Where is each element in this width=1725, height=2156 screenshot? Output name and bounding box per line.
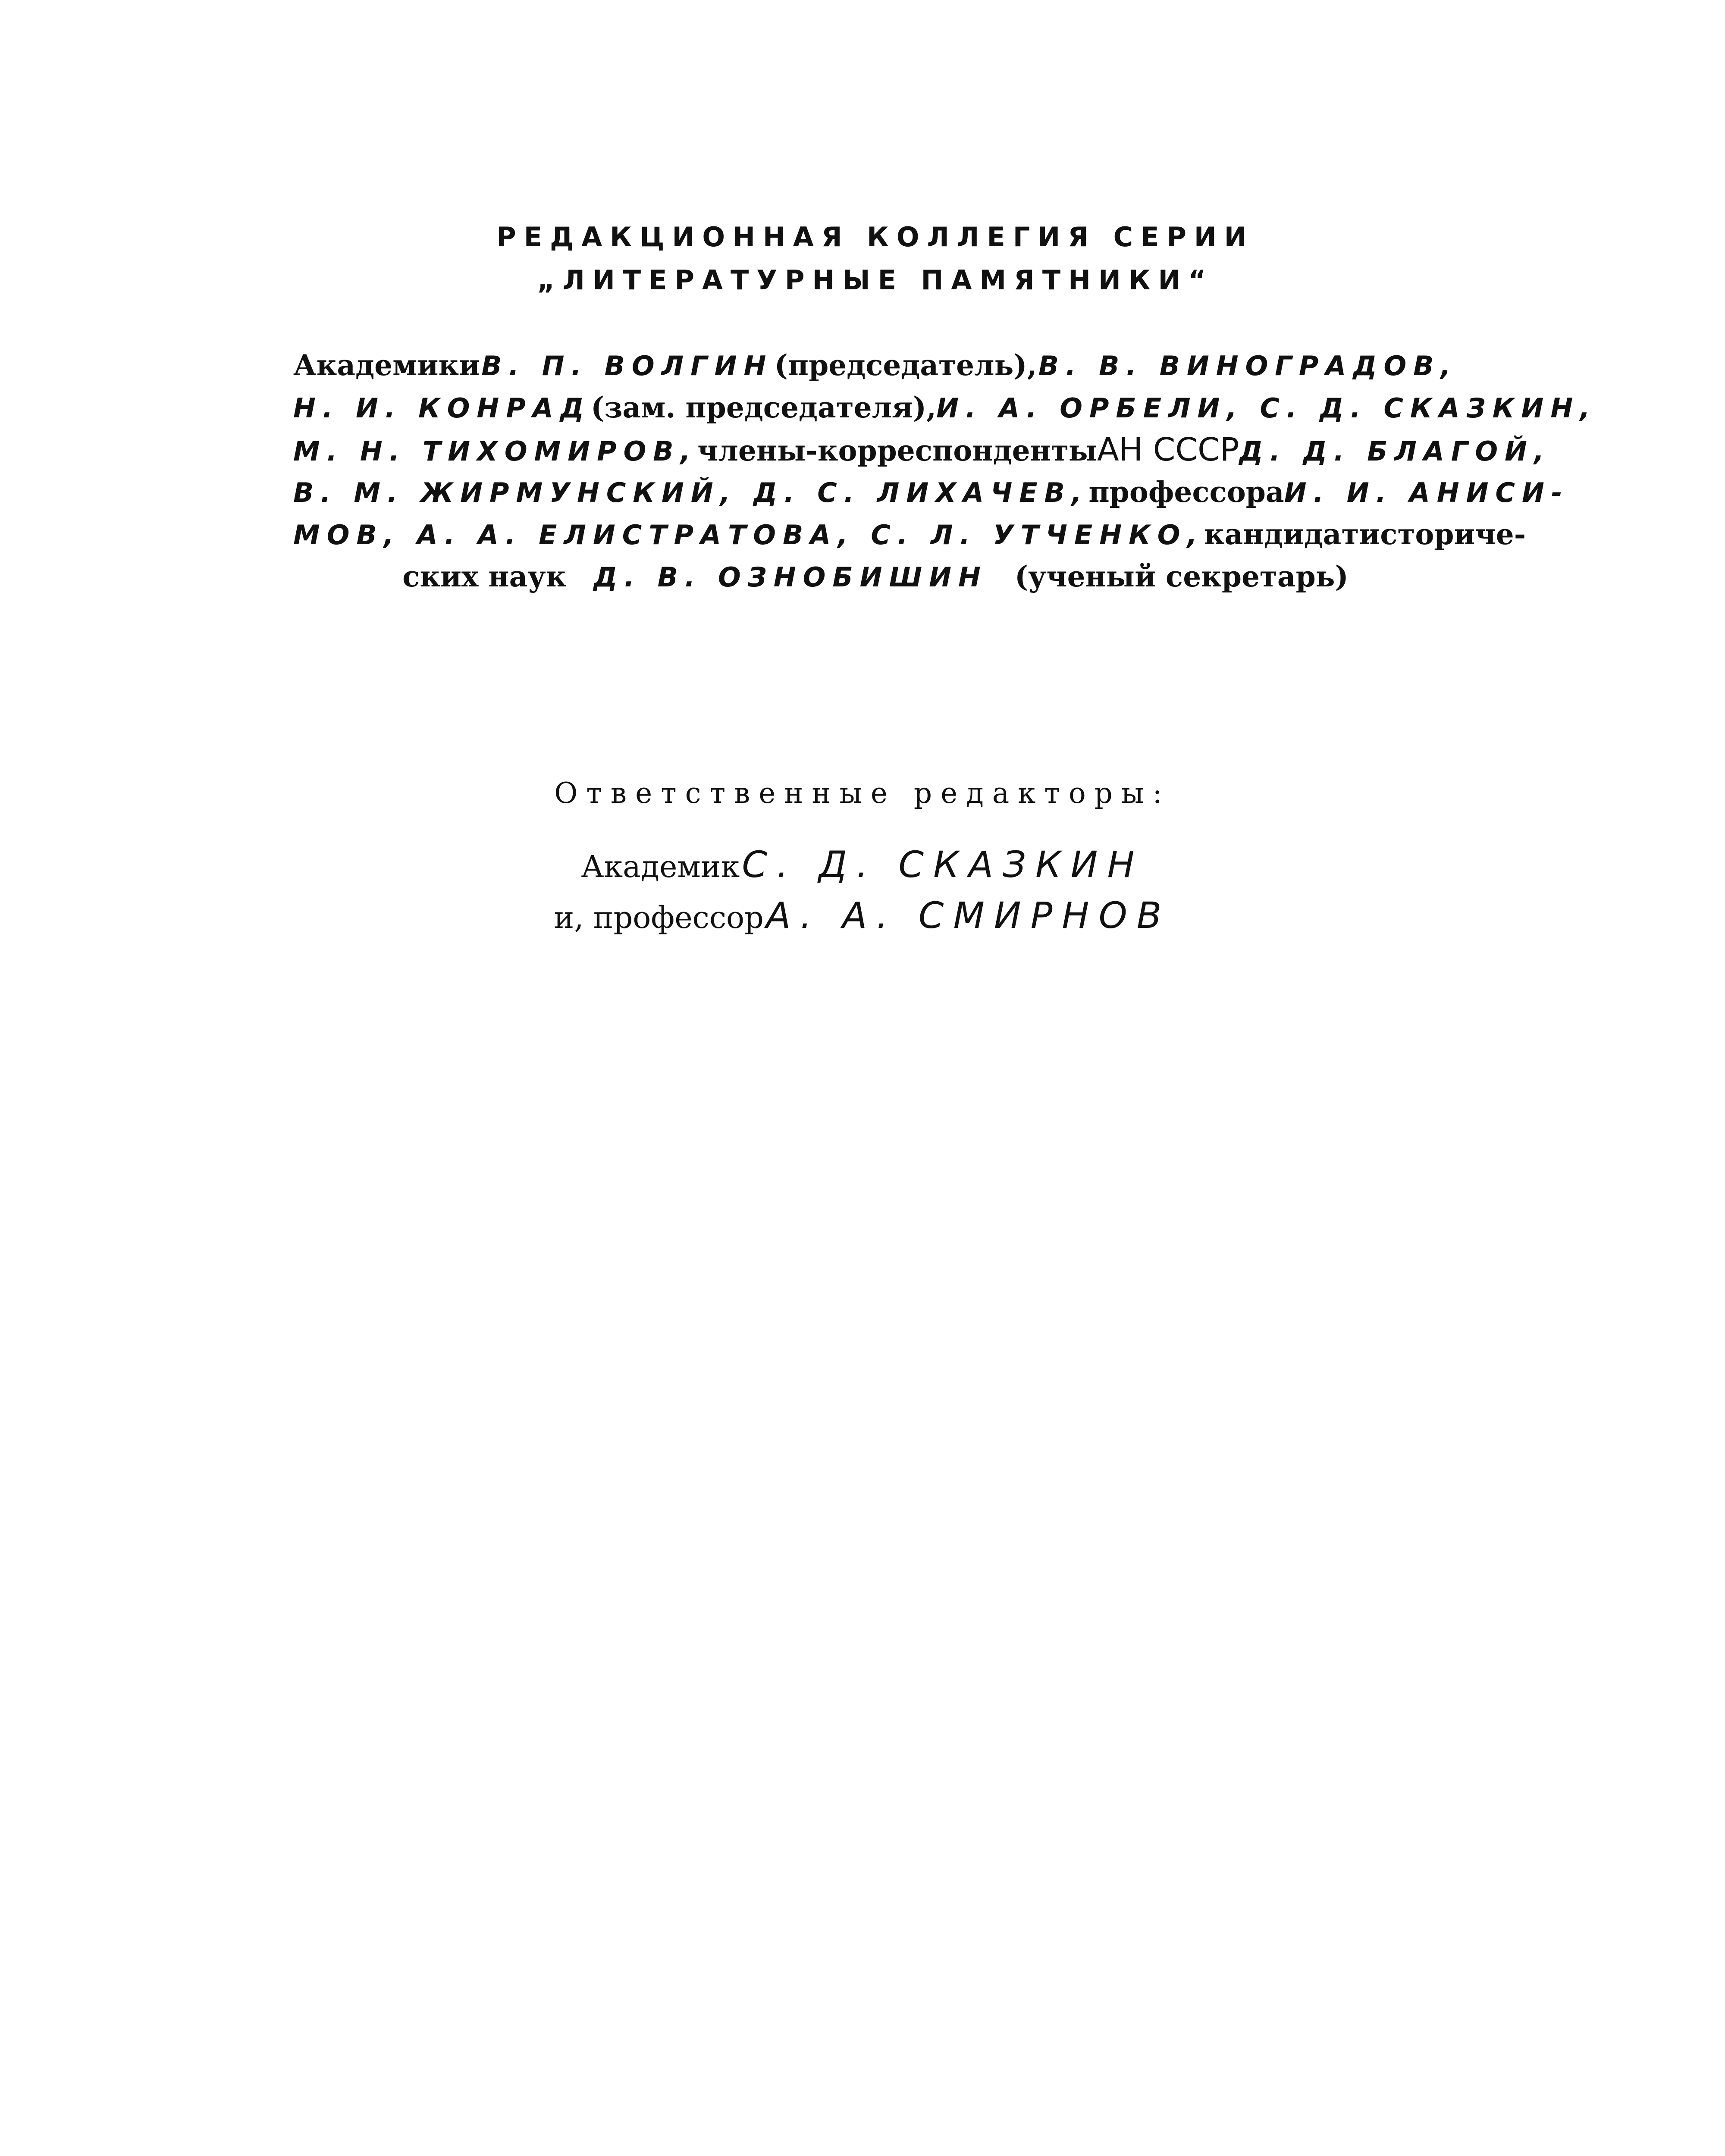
board-member: В. М. ЖИРМУНСКИЙ, Д. С. ЛИХАЧЕВ, bbox=[293, 477, 1089, 508]
board-member: МОВ, А. А. ЕЛИСТРАТОВА, С. Л. УТЧЕНКО, bbox=[293, 519, 1204, 551]
board-text: Академики bbox=[293, 348, 480, 382]
editorial-board-list bbox=[293, 344, 1597, 598]
board-line-3 bbox=[293, 429, 1551, 471]
board-text: члены-корреспонденты bbox=[697, 434, 1097, 467]
board-text: кандидат bbox=[1204, 517, 1359, 551]
board-line-5 bbox=[293, 513, 1526, 555]
board-member: Д. В. ОЗНОБИШИН bbox=[593, 561, 988, 593]
board-line-6 bbox=[293, 555, 1458, 598]
board-member: М. Н. ТИХОМИРОВ, bbox=[293, 436, 698, 467]
board-text: АН СССР bbox=[1097, 431, 1239, 468]
editor-prefix: и, профессор bbox=[554, 900, 764, 935]
editor-name: А. А. СМИРНОВ bbox=[766, 894, 1171, 937]
board-member: В. П. ВОЛГИН bbox=[481, 350, 773, 382]
editor-prefix: Академик bbox=[581, 849, 740, 884]
board-line-2 bbox=[293, 386, 1597, 429]
board-member: Н. И. КОНРАД bbox=[293, 392, 591, 424]
editor-line-2 bbox=[0, 892, 1725, 950]
editor-name: С. Д. СКАЗКИН bbox=[742, 843, 1144, 886]
board-text: (ученый секретарь) bbox=[1014, 560, 1349, 593]
board-text: (зам. председателя), bbox=[590, 391, 937, 424]
responsible-editors-label: Ответственные редакторы: bbox=[554, 777, 1171, 810]
board-line-1 bbox=[293, 344, 1458, 386]
board-member: В. В. ВИНОГРАДОВ, bbox=[1038, 350, 1458, 382]
board-member: Д. Д. БЛАГОЙ, bbox=[1239, 436, 1551, 467]
board-text: историче- bbox=[1359, 517, 1526, 551]
board-text: ских наук bbox=[402, 560, 567, 593]
series-header bbox=[13, 216, 1725, 302]
board-text: (председатель), bbox=[774, 348, 1037, 382]
board-text: профессора bbox=[1088, 475, 1284, 509]
board-member: И. И. АНИСИ- bbox=[1284, 477, 1569, 508]
header-line-1: РЕДАКЦИОННАЯ КОЛЛЕГИЯ СЕРИИ bbox=[496, 221, 1255, 253]
header-line-2: „ЛИТЕРАТУРНЫЕ ПАМЯТНИКИ“ bbox=[537, 264, 1214, 296]
board-member: И. А. ОРБЕЛИ, С. Д. СКАЗКИН, bbox=[936, 392, 1597, 424]
editor-line-1 bbox=[0, 841, 1725, 899]
board-line-4 bbox=[293, 471, 1569, 513]
